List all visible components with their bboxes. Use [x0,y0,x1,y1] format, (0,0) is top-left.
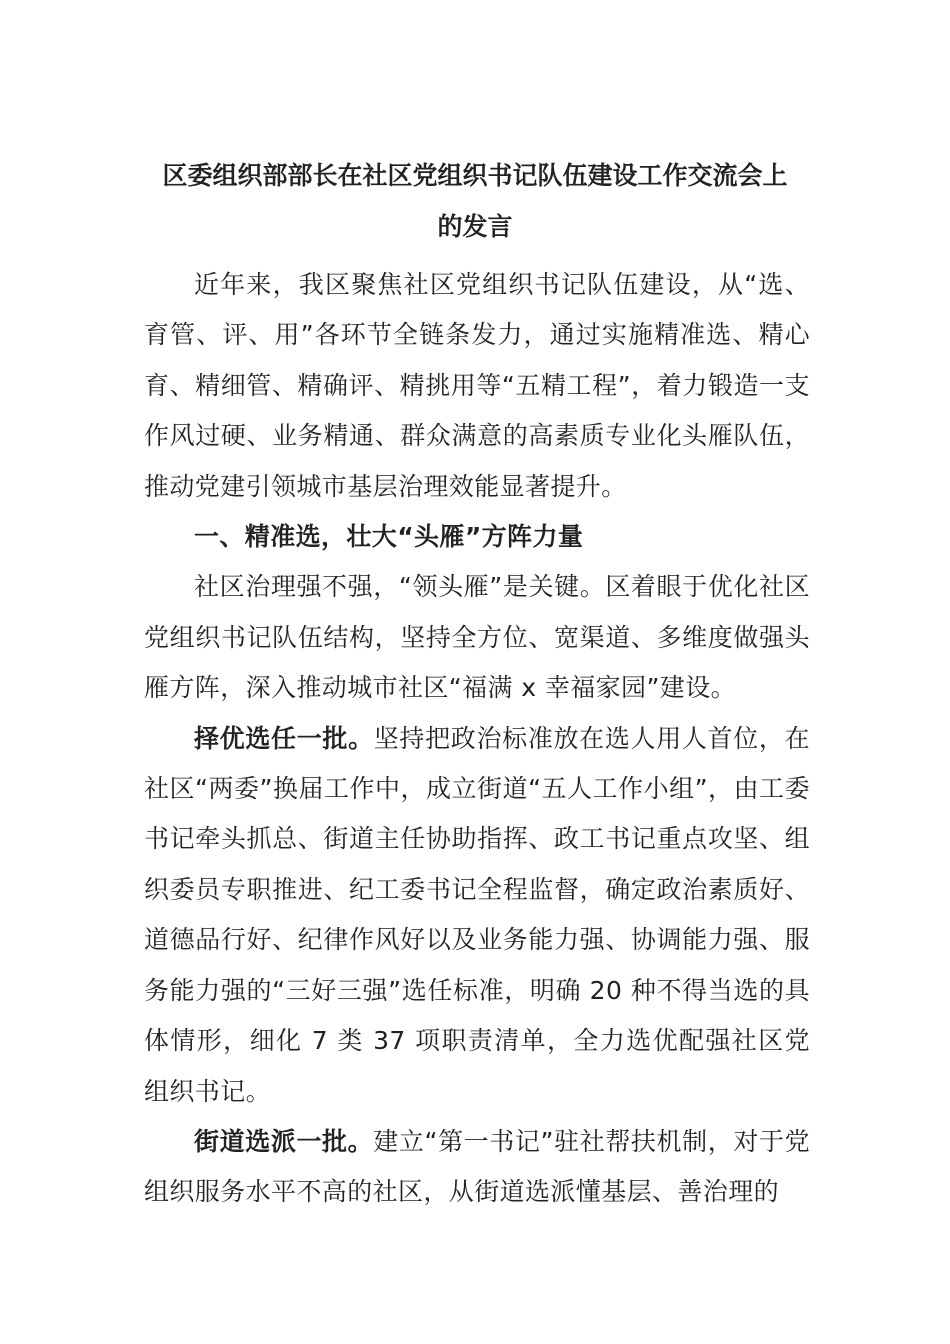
item-2-lead: 街道选派一批。 [194,1126,374,1156]
title-line-2: 的发言 [437,212,513,241]
item-2-text: 建立“第一书记”驻社帮扶机制，对于党组织服务水平不高的社区，从街道选派懂基层、善治理的 [144,1126,810,1207]
document-title [140,150,810,252]
section-heading-1: 一、精准选，壮大“头雁”方阵力量 [194,522,584,552]
document-body [144,260,810,1218]
item-paragraph-2 [144,1117,810,1218]
item-1-text: 坚持把政治标准放在选人用人首位，在社区“两委”换届工作中，成立街道“五人工作小组”，由工委书记牵头抓总、街道主任协助指挥、政工书记重点攻坚、组织委员专职推进、纪工委书记全程监督，确定政治素质好、道德品行好、纪律作风好以及业务能力强、协调能力强、服务能力强的“三好三强”选任标准，明确 20 种不得当选的具体情形，细化 7 类 37 项职责清单，全力选优配强社区党组织书记。 [144,723,810,1106]
item-1-lead: 择优选任一批。 [194,723,374,753]
item-paragraph-1 [144,714,810,1117]
title-line-1: 区委组织部部长在社区党组织书记队伍建设工作交流会上 [162,161,788,190]
section-1-intro-paragraph: 社区治理强不强，“领头雁”是关键。区着眼于优化社区党组织书记队伍结构，坚持全方位、宽渠道、多维度做强头雁方阵，深入推动城市社区“福满 x 幸福家园”建设。 [144,572,810,703]
intro-paragraph: 近年来，我区聚焦社区党组织书记队伍建设，从“选、育管、评、用”各环节全链条发力，通过实施精准选、精心育、精细管、精确评、精挑用等“五精工程”，着力锻造一支作风过硬、业务精通、群众满意的高素质专业化头雁队伍，推动党建引领城市基层治理效能显著提升。 [144,270,810,501]
